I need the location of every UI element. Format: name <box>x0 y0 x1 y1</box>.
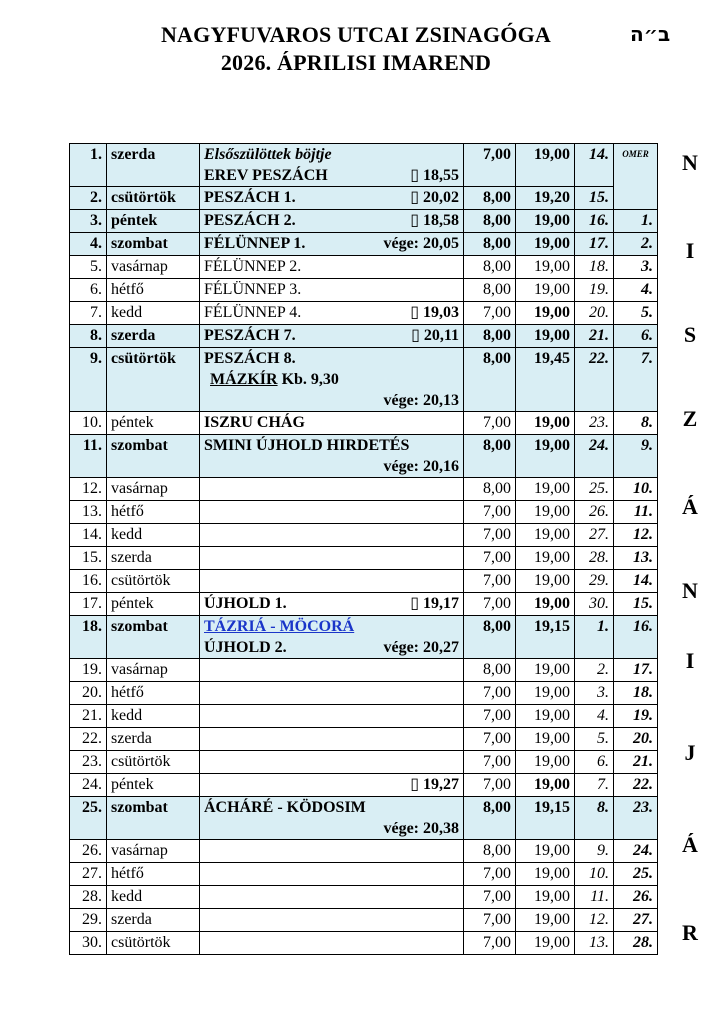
omer-count-cell: 9. <box>614 435 658 478</box>
table-row <box>70 302 658 325</box>
event-cell <box>200 210 464 233</box>
day-number-cell: 22. <box>70 728 107 751</box>
hebrew-date-cell: 18. <box>575 256 614 279</box>
side-letter: Á <box>682 494 698 519</box>
hebrew-date-cell: 30. <box>575 593 614 616</box>
yizkor-label: MÁZKÍR <box>210 371 278 388</box>
event-cell <box>200 302 464 325</box>
evening-prayer-cell: 19,00 <box>516 751 575 774</box>
event-subtitle: ÚJHOLD 2. <box>204 639 287 656</box>
weekday-cell: péntek <box>107 210 200 233</box>
event-cell <box>200 501 464 524</box>
event-title: ISZRU CHÁG <box>204 414 305 431</box>
event-cell <box>200 233 464 256</box>
hebrew-date-cell: 11. <box>575 886 614 909</box>
hebrew-date-cell: 21. <box>575 325 614 348</box>
candle-lighting-time: ▯ 20,02 <box>410 189 459 206</box>
weekday-cell: csütörtök <box>107 187 200 210</box>
table-row <box>70 233 658 256</box>
table-row <box>70 863 658 886</box>
morning-prayer-cell: 7,00 <box>464 524 516 547</box>
morning-prayer-cell: 7,00 <box>464 501 516 524</box>
evening-prayer-cell: 19,00 <box>516 144 575 187</box>
table-row <box>70 210 658 233</box>
omer-count-cell: 27. <box>614 909 658 932</box>
table-row <box>70 909 658 932</box>
side-letter: Á <box>682 832 698 857</box>
table-row <box>70 501 658 524</box>
event-title: FÉLÜNNEP 2. <box>204 258 302 275</box>
event-title: PESZÁCH 7. <box>204 327 296 344</box>
day-number-cell: 26. <box>70 840 107 863</box>
hebrew-date-cell: 12. <box>575 909 614 932</box>
schedule-table <box>69 143 658 955</box>
evening-prayer-cell: 19,00 <box>516 886 575 909</box>
hebrew-date-cell: 5. <box>575 728 614 751</box>
morning-prayer-cell: 7,00 <box>464 909 516 932</box>
omer-count-cell: 2. <box>614 233 658 256</box>
evening-prayer-cell: 19,00 <box>516 302 575 325</box>
evening-prayer-cell: 19,00 <box>516 256 575 279</box>
event-cell <box>200 478 464 501</box>
event-cell <box>200 325 464 348</box>
hebrew-date-cell: 22. <box>575 348 614 412</box>
morning-prayer-cell: 7,00 <box>464 302 516 325</box>
evening-prayer-cell: 19,45 <box>516 348 575 412</box>
event-cell <box>200 705 464 728</box>
evening-prayer-cell: 19,00 <box>516 325 575 348</box>
morning-prayer-cell: 8,00 <box>464 659 516 682</box>
day-number-cell: 28. <box>70 886 107 909</box>
event-cell <box>200 797 464 840</box>
table-row <box>70 728 658 751</box>
event-cell <box>200 909 464 932</box>
side-letter: R <box>682 920 698 945</box>
weekday-cell: szerda <box>107 728 200 751</box>
evening-prayer-cell: 19,00 <box>516 682 575 705</box>
candle-lighting-time: vége: 20,05 <box>383 235 459 252</box>
weekday-cell: szombat <box>107 233 200 256</box>
table-row <box>70 682 658 705</box>
weekday-cell: hétfő <box>107 682 200 705</box>
havdalah-time: vége: 20,27 <box>383 639 459 656</box>
day-number-cell: 30. <box>70 932 107 955</box>
havdalah-time: vége: 20,16 <box>383 458 459 475</box>
table-row <box>70 797 658 840</box>
table-row <box>70 348 658 412</box>
hebrew-date-cell: 3. <box>575 682 614 705</box>
omer-count-cell: 6. <box>614 325 658 348</box>
omer-count-cell: 19. <box>614 705 658 728</box>
weekday-cell: kedd <box>107 705 200 728</box>
event-cell <box>200 886 464 909</box>
weekday-cell: szerda <box>107 547 200 570</box>
morning-prayer-cell: 7,00 <box>464 570 516 593</box>
evening-prayer-cell: 19,00 <box>516 863 575 886</box>
day-number-cell: 3. <box>70 210 107 233</box>
havdalah-time: vége: 20,38 <box>383 820 459 837</box>
evening-prayer-cell: 19,15 <box>516 616 575 659</box>
event-cell <box>200 616 464 659</box>
event-cell <box>200 570 464 593</box>
morning-prayer-cell: 8,00 <box>464 325 516 348</box>
morning-prayer-cell: 8,00 <box>464 279 516 302</box>
event-cell <box>200 256 464 279</box>
day-number-cell: 6. <box>70 279 107 302</box>
side-letter: J <box>684 740 696 765</box>
candle-lighting-time: ▯ 19,27 <box>410 776 459 793</box>
day-number-cell: 4. <box>70 233 107 256</box>
table-row <box>70 279 658 302</box>
event-cell <box>200 932 464 955</box>
table-row <box>70 435 658 478</box>
evening-prayer-cell: 19,00 <box>516 233 575 256</box>
yizkor-time: Kb. 9,30 <box>277 371 339 388</box>
day-number-cell: 15. <box>70 547 107 570</box>
event-cell <box>200 863 464 886</box>
morning-prayer-cell: 8,00 <box>464 256 516 279</box>
candle-lighting-time: ▯ 20,11 <box>411 327 459 344</box>
table-row <box>70 547 658 570</box>
event-cell <box>200 728 464 751</box>
evening-prayer-cell: 19,00 <box>516 524 575 547</box>
day-number-cell: 1. <box>70 144 107 187</box>
evening-prayer-cell: 19,00 <box>516 547 575 570</box>
day-number-cell: 17. <box>70 593 107 616</box>
weekday-cell: szombat <box>107 435 200 478</box>
event-cell <box>200 682 464 705</box>
page-subtitle: 2026. ÁPRILISI IMAREND <box>220 50 492 75</box>
hebrew-date-cell: 7. <box>575 774 614 797</box>
event-cell <box>200 751 464 774</box>
weekday-cell: kedd <box>107 302 200 325</box>
evening-prayer-cell: 19,00 <box>516 909 575 932</box>
day-number-cell: 19. <box>70 659 107 682</box>
table-row <box>70 774 658 797</box>
omer-count-cell: 7. <box>614 348 658 412</box>
omer-count-cell: 3. <box>614 256 658 279</box>
morning-prayer-cell: 8,00 <box>464 797 516 840</box>
event-cell <box>200 435 464 478</box>
table-row <box>70 570 658 593</box>
morning-prayer-cell: 7,00 <box>464 144 516 187</box>
evening-prayer-cell: 19,00 <box>516 840 575 863</box>
table-row <box>70 886 658 909</box>
event-cell <box>200 279 464 302</box>
event-title: FÉLÜNNEP 3. <box>204 281 302 298</box>
day-number-cell: 16. <box>70 570 107 593</box>
day-number-cell: 20. <box>70 682 107 705</box>
morning-prayer-cell: 7,00 <box>464 682 516 705</box>
event-cell <box>200 774 464 797</box>
evening-prayer-cell: 19,00 <box>516 279 575 302</box>
event-cell <box>200 840 464 863</box>
event-subtitle: EREV PESZÁCH <box>204 167 328 184</box>
evening-prayer-cell: 19,00 <box>516 501 575 524</box>
day-number-cell: 9. <box>70 348 107 412</box>
event-title: ÚJHOLD 1. <box>204 595 287 612</box>
morning-prayer-cell: 7,00 <box>464 774 516 797</box>
hebrew-date-cell: 13. <box>575 932 614 955</box>
morning-prayer-cell: 8,00 <box>464 233 516 256</box>
hebrew-date-cell: 20. <box>575 302 614 325</box>
omer-count-cell: 25. <box>614 863 658 886</box>
morning-prayer-cell: 7,00 <box>464 412 516 435</box>
omer-count-cell: 12. <box>614 524 658 547</box>
table-row <box>70 659 658 682</box>
event-title: SMINI ÚJHOLD HIRDETÉS <box>204 437 410 454</box>
hebrew-date-cell: 16. <box>575 210 614 233</box>
table-row <box>70 705 658 728</box>
evening-prayer-cell: 19,00 <box>516 570 575 593</box>
event-title: PESZÁCH 1. <box>204 189 296 206</box>
day-number-cell: 21. <box>70 705 107 728</box>
weekday-cell: péntek <box>107 593 200 616</box>
side-letter: N <box>682 578 698 603</box>
day-number-cell: 8. <box>70 325 107 348</box>
weekday-cell: vasárnap <box>107 840 200 863</box>
weekday-cell: csütörtök <box>107 570 200 593</box>
parasha-link[interactable]: TÁZRIÁ - MÖCORÁ <box>204 618 355 635</box>
day-number-cell: 18. <box>70 616 107 659</box>
morning-prayer-cell: 7,00 <box>464 863 516 886</box>
event-cell <box>200 412 464 435</box>
candle-lighting-time: ▯ 19,03 <box>410 304 459 321</box>
omer-count-cell: 20. <box>614 728 658 751</box>
omer-header: OMER <box>614 144 658 210</box>
hebrew-date-cell: 15. <box>575 187 614 210</box>
evening-prayer-cell: 19,15 <box>516 797 575 840</box>
morning-prayer-cell: 7,00 <box>464 705 516 728</box>
omer-count-cell: 4. <box>614 279 658 302</box>
evening-prayer-cell: 19,20 <box>516 187 575 210</box>
day-number-cell: 7. <box>70 302 107 325</box>
weekday-cell: kedd <box>107 886 200 909</box>
morning-prayer-cell: 8,00 <box>464 435 516 478</box>
omer-count-cell: 1. <box>614 210 658 233</box>
omer-count-cell: 10. <box>614 478 658 501</box>
event-cell <box>200 593 464 616</box>
morning-prayer-cell: 8,00 <box>464 616 516 659</box>
event-cell <box>200 659 464 682</box>
hebrew-date-cell: 1. <box>575 616 614 659</box>
table-row <box>70 478 658 501</box>
hebrew-date-cell: 28. <box>575 547 614 570</box>
hebrew-date-cell: 6. <box>575 751 614 774</box>
morning-prayer-cell: 7,00 <box>464 932 516 955</box>
weekday-cell: szombat <box>107 797 200 840</box>
table-row <box>70 256 658 279</box>
omer-count-cell: 14. <box>614 570 658 593</box>
candle-lighting-time: ▯ 18,58 <box>410 212 459 229</box>
hebrew-date-cell: 4. <box>575 705 614 728</box>
evening-prayer-cell: 19,00 <box>516 932 575 955</box>
weekday-cell: hétfő <box>107 863 200 886</box>
weekday-cell: péntek <box>107 774 200 797</box>
hebrew-date-cell: 2. <box>575 659 614 682</box>
bh-mark: ב״ה <box>630 22 671 46</box>
evening-prayer-cell: 19,00 <box>516 478 575 501</box>
event-cell <box>200 547 464 570</box>
hebrew-date-cell: 27. <box>575 524 614 547</box>
morning-prayer-cell: 8,00 <box>464 840 516 863</box>
day-number-cell: 27. <box>70 863 107 886</box>
morning-prayer-cell: 8,00 <box>464 187 516 210</box>
omer-count-cell: 24. <box>614 840 658 863</box>
weekday-cell: szerda <box>107 144 200 187</box>
side-letter: N <box>682 150 698 175</box>
weekday-cell: vasárnap <box>107 478 200 501</box>
table-row <box>70 144 658 187</box>
omer-count-cell: 8. <box>614 412 658 435</box>
candle-lighting-time: ▯ 18,55 <box>410 167 459 184</box>
weekday-cell: hétfő <box>107 501 200 524</box>
morning-prayer-cell: 7,00 <box>464 751 516 774</box>
evening-prayer-cell: 19,00 <box>516 435 575 478</box>
weekday-cell: vasárnap <box>107 659 200 682</box>
evening-prayer-cell: 19,00 <box>516 705 575 728</box>
candle-lighting-time: ▯ 19,17 <box>410 595 459 612</box>
evening-prayer-cell: 19,00 <box>516 593 575 616</box>
weekday-cell: péntek <box>107 412 200 435</box>
havdalah-time: vége: 20,13 <box>383 392 459 409</box>
evening-prayer-cell: 19,00 <box>516 728 575 751</box>
event-cell <box>200 187 464 210</box>
weekday-cell: csütörtök <box>107 932 200 955</box>
side-letter: I <box>685 238 695 263</box>
omer-count-cell: 16. <box>614 616 658 659</box>
day-number-cell: 13. <box>70 501 107 524</box>
omer-count-cell: 5. <box>614 302 658 325</box>
morning-prayer-cell: 7,00 <box>464 593 516 616</box>
event-title: PESZÁCH 8. <box>204 350 296 367</box>
table-row <box>70 751 658 774</box>
event-title: FÉLÜNNEP 1. <box>204 235 306 252</box>
table-row <box>70 325 658 348</box>
day-number-cell: 11. <box>70 435 107 478</box>
evening-prayer-cell: 19,00 <box>516 659 575 682</box>
page-title: NAGYFUVAROS UTCAI ZSINAGÓGA <box>160 22 552 47</box>
omer-count-cell: 23. <box>614 797 658 840</box>
omer-count-cell: 18. <box>614 682 658 705</box>
table-row <box>70 187 658 210</box>
omer-count-cell: 21. <box>614 751 658 774</box>
weekday-cell: csütörtök <box>107 751 200 774</box>
weekday-cell: hétfő <box>107 279 200 302</box>
event-cell <box>200 144 464 187</box>
day-number-cell: 14. <box>70 524 107 547</box>
omer-count-cell: 11. <box>614 501 658 524</box>
hebrew-date-cell: 29. <box>575 570 614 593</box>
day-number-cell: 5. <box>70 256 107 279</box>
hebrew-date-cell: 26. <box>575 501 614 524</box>
event-cell <box>200 524 464 547</box>
event-cell <box>200 348 464 412</box>
omer-count-cell: 22. <box>614 774 658 797</box>
table-row <box>70 840 658 863</box>
day-number-cell: 12. <box>70 478 107 501</box>
side-letter: I <box>685 648 695 673</box>
morning-prayer-cell: 7,00 <box>464 886 516 909</box>
hebrew-date-cell: 23. <box>575 412 614 435</box>
hebrew-date-cell: 17. <box>575 233 614 256</box>
table-row <box>70 616 658 659</box>
day-number-cell: 29. <box>70 909 107 932</box>
day-number-cell: 10. <box>70 412 107 435</box>
morning-prayer-cell: 8,00 <box>464 478 516 501</box>
side-letter: Z <box>682 406 698 431</box>
omer-count-cell: 13. <box>614 547 658 570</box>
omer-count-cell: 28. <box>614 932 658 955</box>
side-letter: S <box>683 322 697 347</box>
day-number-cell: 24. <box>70 774 107 797</box>
hebrew-date-cell: 8. <box>575 797 614 840</box>
morning-prayer-cell: 8,00 <box>464 210 516 233</box>
table-row <box>70 593 658 616</box>
table-row <box>70 524 658 547</box>
weekday-cell: vasárnap <box>107 256 200 279</box>
weekday-cell: szombat <box>107 616 200 659</box>
omer-count-cell: 26. <box>614 886 658 909</box>
hebrew-date-cell: 14. <box>575 144 614 187</box>
evening-prayer-cell: 19,00 <box>516 412 575 435</box>
morning-prayer-cell: 7,00 <box>464 547 516 570</box>
weekday-cell: csütörtök <box>107 348 200 412</box>
day-number-cell: 25. <box>70 797 107 840</box>
hebrew-date-cell: 24. <box>575 435 614 478</box>
morning-prayer-cell: 8,00 <box>464 348 516 412</box>
event-title: PESZÁCH 2. <box>204 212 296 229</box>
table-row <box>70 932 658 955</box>
weekday-cell: szerda <box>107 909 200 932</box>
day-number-cell: 23. <box>70 751 107 774</box>
table-row <box>70 412 658 435</box>
day-number-cell: 2. <box>70 187 107 210</box>
evening-prayer-cell: 19,00 <box>516 210 575 233</box>
hebrew-date-cell: 9. <box>575 840 614 863</box>
event-title: ÁCHÁRÉ - KÖDOSIM <box>204 799 366 816</box>
weekday-cell: kedd <box>107 524 200 547</box>
morning-prayer-cell: 7,00 <box>464 728 516 751</box>
hebrew-date-cell: 10. <box>575 863 614 886</box>
event-title: Elsőszülöttek böjtje <box>204 146 332 163</box>
evening-prayer-cell: 19,00 <box>516 774 575 797</box>
weekday-cell: szerda <box>107 325 200 348</box>
omer-count-cell: 17. <box>614 659 658 682</box>
event-title: FÉLÜNNEP 4. <box>204 304 302 321</box>
hebrew-date-cell: 25. <box>575 478 614 501</box>
omer-count-cell: 15. <box>614 593 658 616</box>
hebrew-date-cell: 19. <box>575 279 614 302</box>
